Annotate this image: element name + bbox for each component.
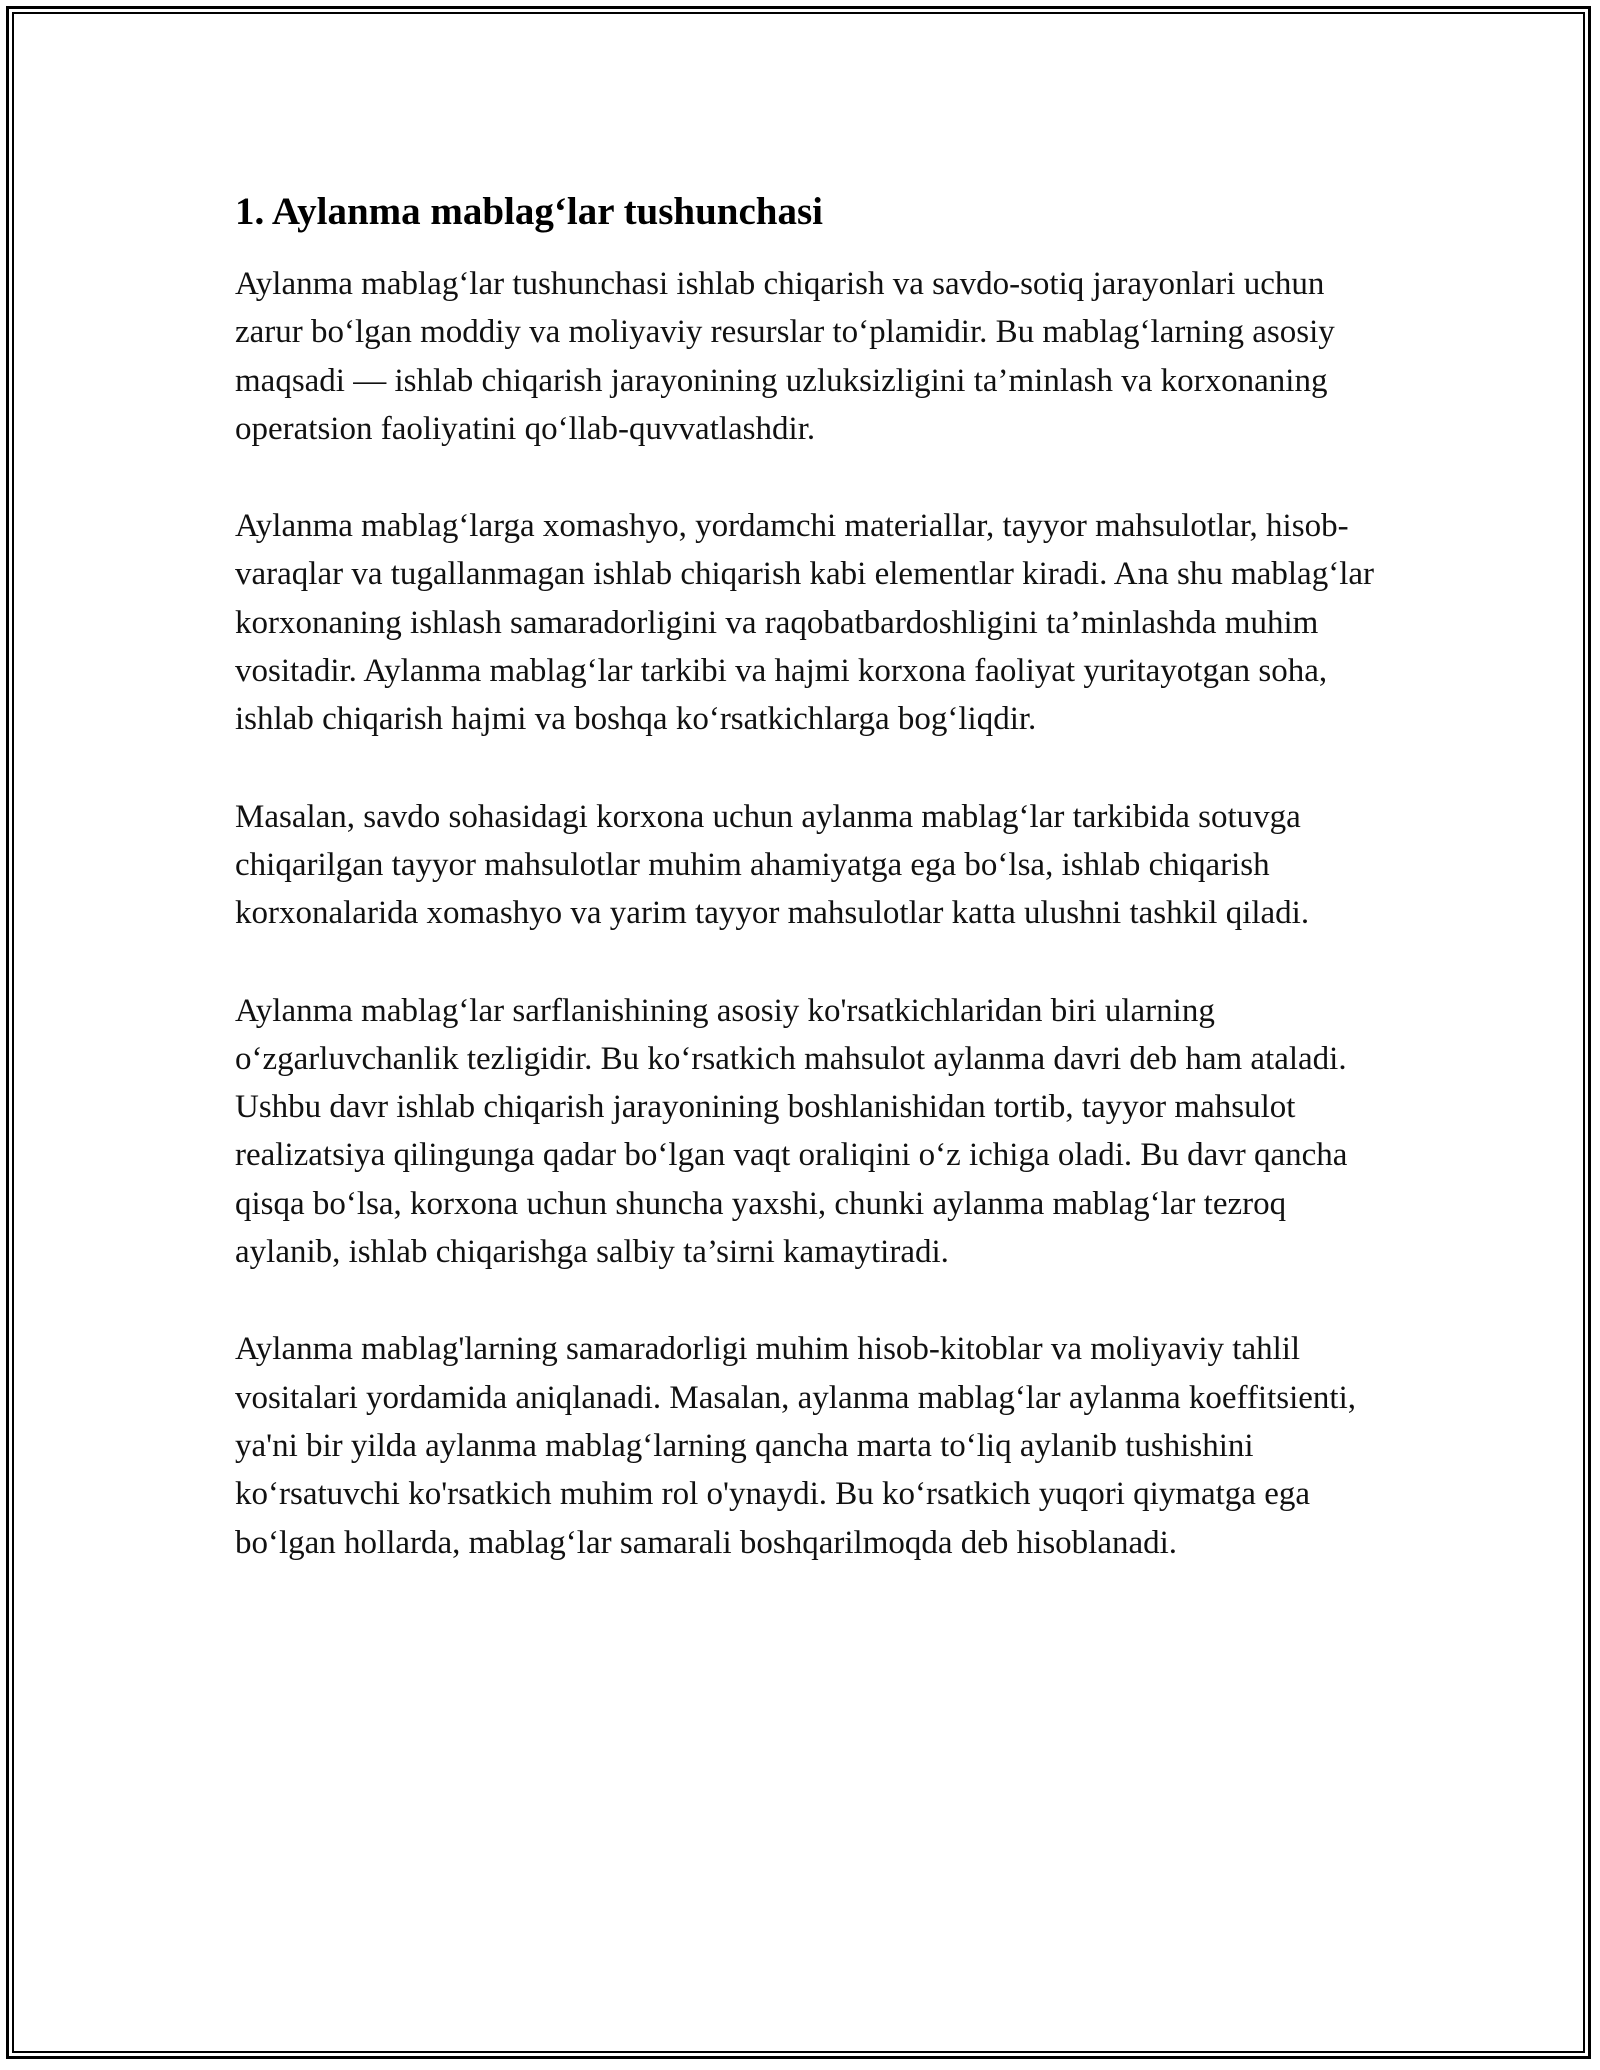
paragraph-definition: Aylanma mablag‘lar tushunchasi ishlab chiqarish va savdo-sotiq jarayonlari uchun zarur bo‘lgan moddiy va moliyaviy resurslar to‘plamidir. Bu mablag‘larning asosiy maqsadi — ishlab chiqarish jarayonining uzluksizligini ta’minlash va korxonaning operatsion faoliyatini qo‘llab-quvvatlashdir. <box>235 266 1335 447</box>
paragraph-efficiency: Aylanma mablag'larning samaradorligi muhim hisob-kitoblar va moliyaviy tahlil vositalari yordamida aniqlanadi. Masalan, aylanma mablag‘lar aylanma koeffitsienti, ya'ni bir yilda aylanma mablag‘larning qancha marta to‘liq aylanib tushishini ko‘rsatuvchi ko'rsatkich muhim rol o'ynaydi. Bu ko‘rsatkich yuqori qiymatga ega bo‘lgan hollarda, mablag‘lar samarali boshqarilmoqda deb hisoblanadi. <box>235 1331 1357 1561</box>
paragraph-turnover-speed: Aylanma mablag‘lar sarflanishining asosiy ko'rsatkichlaridan biri ularning o‘zgarluvchanlik tezligidir. Bu ko‘rsatkich mahsulot aylanma davri deb ham ataladi. Ushbu davr ishlab chiqarish jarayonining boshlanishidan tortib, tayyor mahsulot realizatsiya qilingunga qadar bo‘lgan vaqt oraliqini o‘z ichiga oladi. Bu davr qancha qisqa bo‘lsa, korxona uchun shuncha yaxshi, chunki aylanma mablag‘lar tezroq aylanib, ishlab chiqarishga salbiy ta’sirni kamaytiradi. <box>235 992 1348 1271</box>
section-title: 1. Aylanma mablag‘lar tushunchasi <box>235 190 824 233</box>
paragraph-example: Masalan, savdo sohasidagi korxona uchun aylanma mablag‘lar tarkibida sotuvga chiqarilgan tayyor mahsulotlar muhim ahamiyatga ega bo‘lsa, ishlab chiqarish korxonalarida xomashyo va yarim tayyor mahsulotlar katta ulushni tashkil qiladi. <box>235 798 1310 932</box>
paragraph-composition: Aylanma mablag‘larga xomashyo, yordamchi materiallar, tayyor mahsulotlar, hisob-varaqlar va tugallanmagan ishlab chiqarish kabi elementlar kiradi. Ana shu mablag‘lar korxonaning ishlash samaradorligini va raqobatbardoshligini ta’minlashda muhim vositadir. Aylanma mablag‘lar tarkibi va hajmi korxona faoliyat yuritayotgan soha, ishlab chiqarish hajmi va boshqa ko‘rsatkichlarga bog‘liqdir. <box>235 508 1374 738</box>
document-body <box>235 186 1375 1616</box>
